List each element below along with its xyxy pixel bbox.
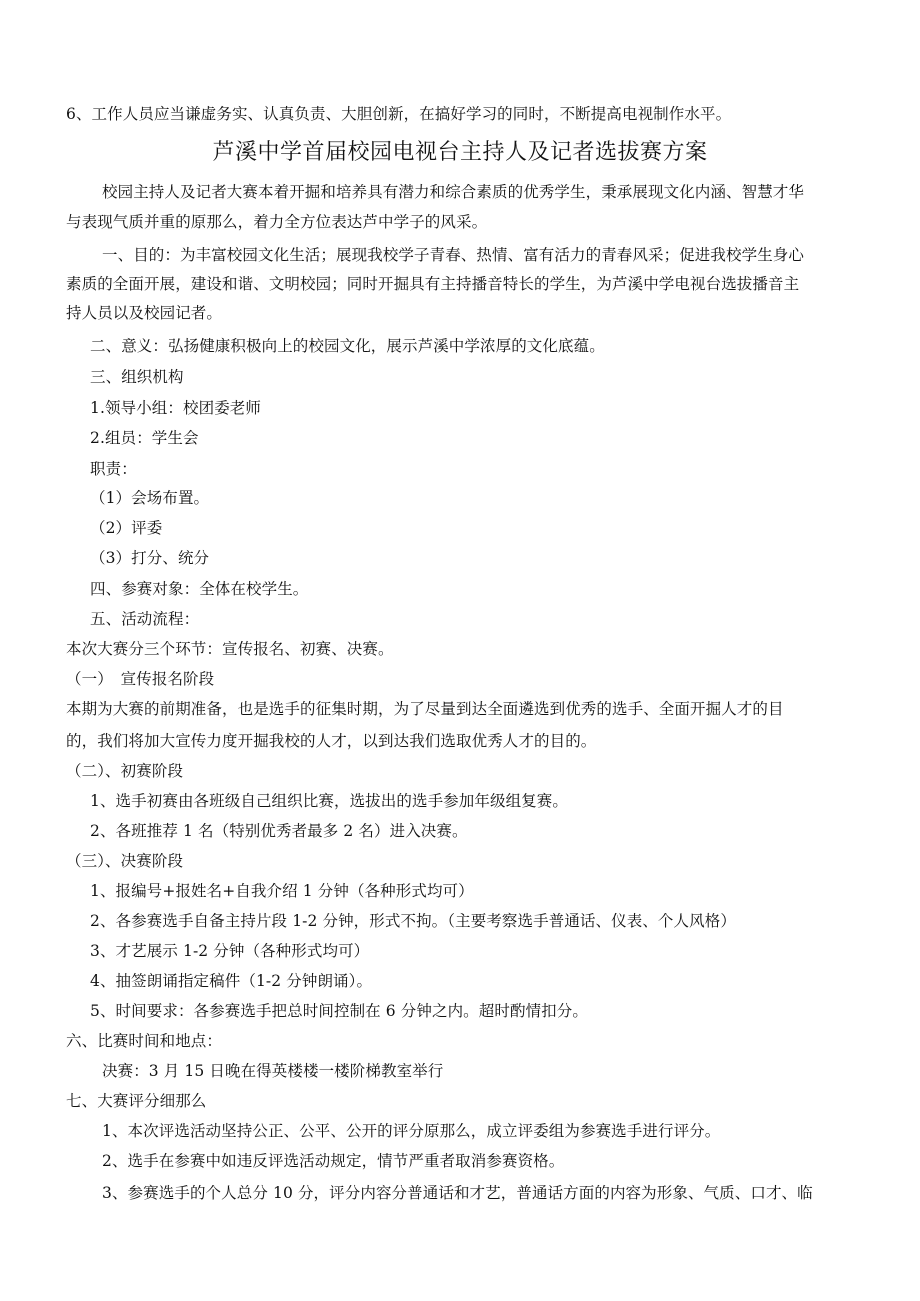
- org-duty-label: 职责：: [90, 460, 137, 478]
- stage3-item-5: 5、时间要求：各参赛选手把总时间控制在 6 分钟之内。超时酌情扣分。: [90, 1002, 588, 1020]
- org-members: 2.组员：学生会: [90, 429, 199, 447]
- stage2-item-2: 2、各班推荐 1 名（特别优秀者最多 2 名）进入决赛。: [90, 822, 468, 840]
- scoring-item-1: 1、本次评选活动坚持公正、公平、公开的评分原那么，成立评委组为参赛选手进行评分。: [102, 1122, 721, 1140]
- target-line: 四、参赛对象：全体在校学生。: [90, 580, 309, 598]
- scoring-heading: 七、大赛评分细那么: [66, 1092, 207, 1110]
- org-leader: 1.领导小组：校团委老师: [90, 399, 261, 417]
- stage3-item-3: 3、才艺展示 1-2 分钟（各种形式均可）: [90, 942, 370, 960]
- stage2-heading: （二）、初赛阶段: [66, 762, 184, 780]
- page-title: 芦溪中学首届校园电视台主持人及记者选拔赛方案: [212, 140, 708, 165]
- stage3-item-4: 4、抽签朗诵指定稿件（1-2 分钟朗诵）。: [90, 972, 373, 990]
- scoring-item-2: 2、选手在参赛中如违反评选活动规定，情节严重者取消参赛资格。: [102, 1152, 565, 1170]
- stage3-item-2: 2、各参赛选手自备主持片段 1-2 分钟，形式不拘。（主要考察选手普通话、仪表、个人风格）: [90, 912, 736, 930]
- schedule-heading: 六、比赛时间和地点：: [66, 1032, 223, 1050]
- scoring-item-3: 3、参赛选手的个人总分 10 分，评分内容分普通话和才艺，普通话方面的内容为形象、气质、口才、临: [102, 1184, 813, 1202]
- org-heading: 三、组织机构: [90, 368, 184, 386]
- intro-line-2: 与表现气质并重的原那么，着力全方位表达芦中学子的风采。: [66, 213, 488, 231]
- purpose-line-2: 素质的全面开展，建设和谐、文明校园；同时开掘具有主持播音特长的学生，为芦溪中学电视台选拔播音主: [66, 275, 800, 293]
- org-duty-1: （1）会场布置。: [90, 489, 210, 507]
- stage1-line-1: 本期为大赛的前期准备，也是选手的征集时期，为了尽量到达全面遴选到优秀的选手、全面开掘人才的目: [66, 700, 784, 718]
- stage1-line-2: 的，我们将加大宣传力度开掘我校的人才，以到达我们选取优秀人才的目的。: [66, 732, 597, 750]
- stage2-item-1: 1、选手初赛由各班级自己组织比赛，选拔出的选手参加年级组复赛。: [90, 792, 568, 810]
- stage3-heading: （三）、决赛阶段: [66, 852, 184, 870]
- org-duty-2: （2）评委: [90, 519, 163, 537]
- flow-heading: 五、活动流程：: [90, 610, 200, 628]
- schedule-final: 决赛：3 月 15 日晚在得英楼楼一楼阶梯教室举行: [102, 1062, 444, 1080]
- intro-line-1: 校园主持人及记者大赛本着开掘和培养具有潜力和综合素质的优秀学生，秉承展现文化内涵、智慧才华: [102, 183, 805, 201]
- flow-summary: 本次大赛分三个环节：宣传报名、初赛、决赛。: [66, 640, 394, 658]
- purpose-line-1: 一、目的：为丰富校园文化生活；展现我校学子青春、热情、富有活力的青春风采；促进我校学生身心: [102, 246, 805, 264]
- stage3-item-1: 1、报编号+报姓名+自我介绍 1 分钟（各种形式均可）: [90, 882, 474, 900]
- meaning-line: 二、意义：弘扬健康积极向上的校园文化，展示芦溪中学浓厚的文化底蕴。: [90, 337, 605, 355]
- org-duty-3: （3）打分、统分: [90, 549, 210, 567]
- stage1-heading: （一） 宣传报名阶段: [66, 670, 215, 688]
- top-line: 6、工作人员应当谦虚务实、认真负责、大胆创新，在搞好学习的同时，不断提高电视制作水平。: [66, 105, 732, 123]
- purpose-line-3: 持人员以及校园记者。: [66, 304, 223, 322]
